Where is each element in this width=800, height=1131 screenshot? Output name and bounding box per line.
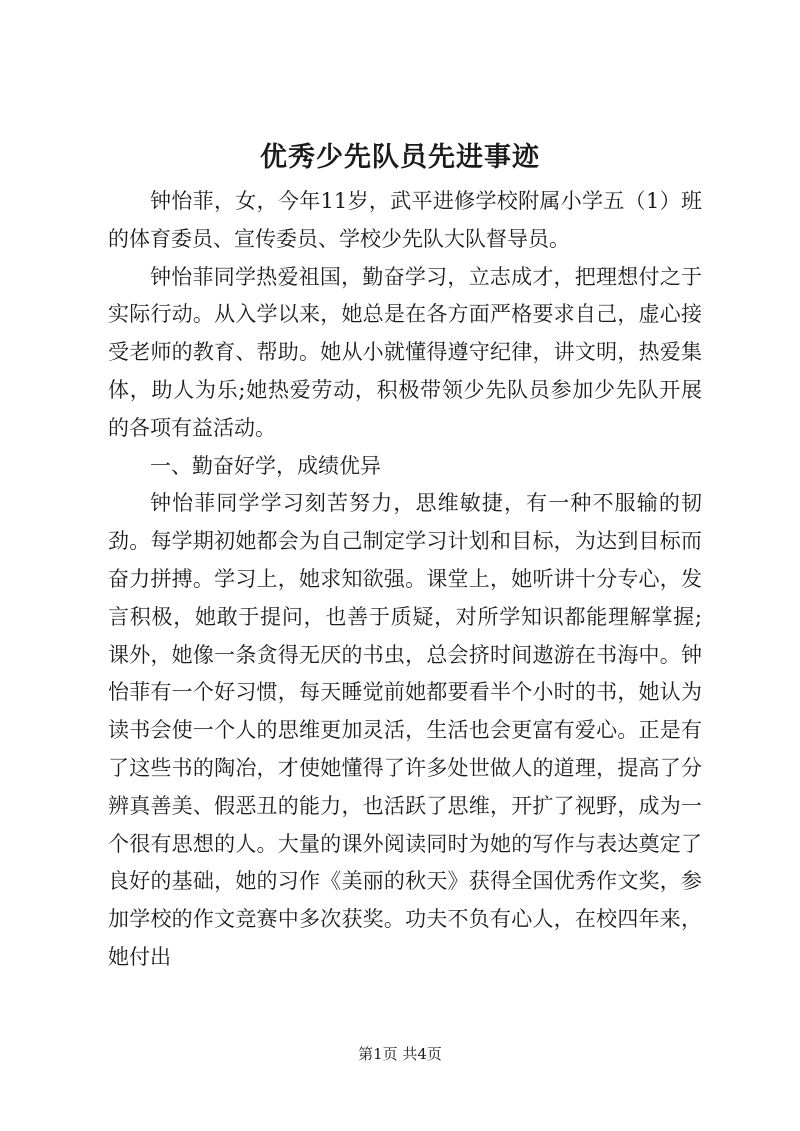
paragraph-intro: 钟怡菲，女，今年11岁，武平进修学校附属小学五（1）班的体育委员、宣传委员、学校少先队大队督导员。	[108, 189, 702, 251]
paragraph-study: 钟怡菲同学学习刻苦努力，思维敏捷，有一种不服输的韧劲。每学期初她都会为自己制定学习计划和目标，为达到目标而奋力拼搏。学习上，她求知欲强。课堂上，她听讲十分专心，发言积极，她敢于提问，也善于质疑，对所学知识都能理解掌握;课外，她像一条贪得无厌的书虫，总会挤时间遨游在书海中。钟怡菲有一个好习惯，每天睡觉前她都要看半个小时的书，她认为读书会使一个人的思维更加灵活，生活也会更富有爱心。正是有了这些书的陶冶，才使她懂得了许多处世做人的道理，提高了分辨真善美、假恶丑的能力，也活跃了思维，开扩了视野，成为一个很有思想的人。大量的课外阅读同时为她的写作与表达奠定了良好的基础，她的习作《美丽的秋天》获得全国优秀作文奖，参加学校的作文竞赛中多次获奖。功夫不负有心人，在校四年来，她付出	[108, 491, 702, 969]
document-body	[108, 183, 702, 977]
section-heading: 一、勤奋好学，成绩优异	[150, 453, 381, 478]
paragraph-summary: 钟怡菲同学热爱祖国，勤奋学习，立志成才，把理想付之于实际行动。从入学以来，她总是在各方面严格要求自己，虚心接受老师的教育、帮助。她从小就懂得遵守纪律，讲文明，热爱集体，助人为乐;她热爱劳动，积极带领少先队员参加少先队开展的各项有益活动。	[108, 264, 702, 440]
page-footer: 第1页 共4页	[358, 1045, 442, 1063]
page-title: 优秀少先队员先进事迹	[260, 142, 540, 173]
